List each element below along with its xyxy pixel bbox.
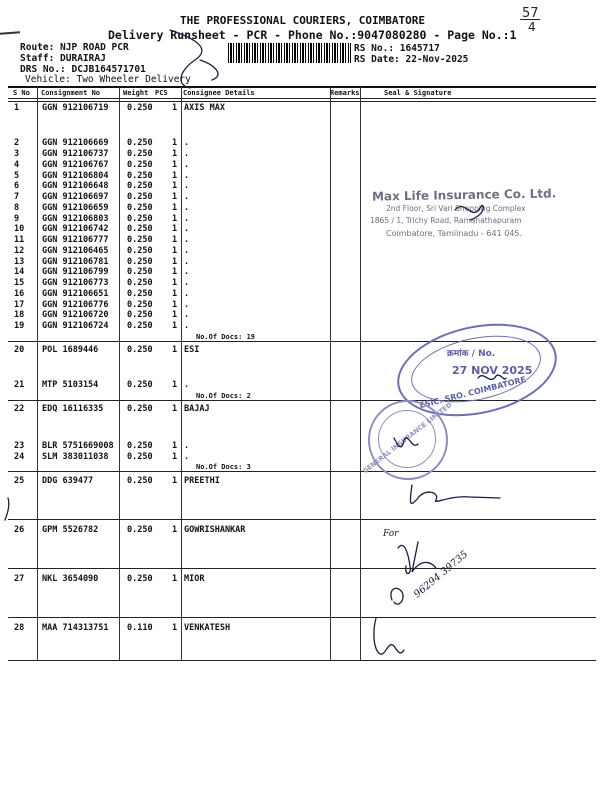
- row-consignment-no: GGN 912106777: [42, 235, 109, 245]
- maxlife-signature: [455, 206, 483, 220]
- esic-initials: [478, 375, 506, 379]
- row-weight: 0.250: [127, 235, 153, 245]
- row-pcs: 1: [172, 345, 178, 355]
- row-consignment-no: GGN 912106659: [42, 203, 109, 213]
- row-consignee: .: [184, 181, 190, 191]
- row-pcs: 1: [172, 574, 178, 584]
- row-consignee: .: [184, 192, 190, 202]
- row-sno: 14: [14, 267, 25, 277]
- col-header-sno: S No: [13, 89, 30, 97]
- row-weight: 0.250: [127, 300, 153, 310]
- row-consignment-no: GGN 912106742: [42, 224, 109, 234]
- row-weight: 0.250: [127, 380, 153, 390]
- row-sno: 18: [14, 310, 25, 320]
- row-pcs: 1: [172, 235, 178, 245]
- col-header-consignment: Consignment No: [41, 89, 101, 97]
- row-consignment-no: GGN 912106804: [42, 171, 109, 181]
- row-consignment-no: SLM 383011038: [42, 452, 109, 462]
- drs-number: DRS No.: DCJB164571701: [20, 64, 146, 75]
- docs-count-note: No.Of Docs: 19: [196, 333, 256, 341]
- row-pcs: 1: [172, 160, 178, 170]
- row-consignee: PREETHI: [184, 476, 220, 486]
- row-weight: 0.250: [127, 246, 153, 256]
- row-pcs: 1: [172, 380, 178, 390]
- maxlife-stamp-line: 2nd Floor, Sri Vari Shopping Complex: [386, 204, 526, 213]
- row-consignee: .: [184, 267, 190, 277]
- mior-signature: [391, 588, 403, 604]
- row-weight: 0.250: [127, 257, 153, 267]
- row-pcs: 1: [172, 525, 178, 535]
- row-sno: 12: [14, 246, 25, 256]
- bajaj-signature: [394, 438, 418, 447]
- header-pen-stroke: [170, 30, 218, 88]
- row-sno: 26: [14, 525, 25, 535]
- handwritten-numbers: 96294 39735: [412, 549, 471, 601]
- row-pcs: 1: [172, 181, 178, 191]
- esic-ring-text: ESIC. SRO. COIMBATORE: [418, 374, 527, 411]
- row-consignment-no: POL 1689446: [42, 345, 99, 355]
- row-weight: 0.250: [127, 214, 153, 224]
- col-header-weight: Weight: [123, 89, 149, 97]
- row-consignee: GOWRISHANKAR: [184, 525, 246, 535]
- row-pcs: 1: [172, 203, 178, 213]
- row-sno: 20: [14, 345, 25, 355]
- corner-note-top: 57: [522, 6, 539, 21]
- col-header-seal: Seal & Signature: [384, 89, 452, 97]
- row-consignment-no: GGN 912106648: [42, 181, 109, 191]
- row-consignment-no: GGN 912106669: [42, 138, 109, 148]
- row-sno: 3: [14, 149, 20, 159]
- row-consignment-no: GGN 912106781: [42, 257, 109, 267]
- staff-label: Staff: DURAIRAJ: [20, 53, 106, 64]
- row-sno: 7: [14, 192, 20, 202]
- row-sno: 8: [14, 203, 20, 213]
- row-consignment-no: NKL 3654090: [42, 574, 99, 584]
- col-header-pcs: PCS: [155, 89, 168, 97]
- runsheet-title: Delivery Runsheet - PCR - Phone No.:9047080280 - Page No.:1: [108, 28, 517, 42]
- row-weight: 0.250: [127, 203, 153, 213]
- row-weight: 0.250: [127, 310, 153, 320]
- row-sno: 17: [14, 300, 25, 310]
- row-consignment-no: GGN 912106773: [42, 278, 109, 288]
- row-pcs: 1: [172, 149, 178, 159]
- row-weight: 0.250: [127, 181, 153, 191]
- row-consignee: .: [184, 235, 190, 245]
- row-consignment-no: BLR 5751669008: [42, 441, 114, 451]
- row-pcs: 1: [172, 103, 178, 113]
- row-consignee: .: [184, 278, 190, 288]
- col-header-consignee: Consignee Details: [183, 89, 255, 97]
- row-consignment-no: GGN 912106776: [42, 300, 109, 310]
- row-sno: 23: [14, 441, 25, 451]
- row-consignment-no: MAA 714313751: [42, 623, 109, 633]
- row-weight: 0.250: [127, 289, 153, 299]
- row-sno: 19: [14, 321, 25, 331]
- row-sno: 22: [14, 404, 25, 414]
- row-weight: 0.250: [127, 278, 153, 288]
- row-consignment-no: GPM 5526782: [42, 525, 99, 535]
- row-consignment-no: GGN 912106724: [42, 321, 109, 331]
- row-weight: 0.250: [127, 149, 153, 159]
- row-pcs: 1: [172, 310, 178, 320]
- gowrishankar-signature: [398, 542, 436, 574]
- row-sno: 25: [14, 476, 25, 486]
- row-consignment-no: GGN 912106803: [42, 214, 109, 224]
- row-consignee: .: [184, 289, 190, 299]
- insurance-ring-text: GENERAL INSURANCE LIMITED: [361, 400, 454, 476]
- preethi-signature: [410, 485, 500, 503]
- row-consignee: .: [184, 257, 190, 267]
- col-header-remarks: Remarks: [330, 89, 360, 97]
- vehicle-label: Vehicle: Two Wheeler Delivery: [25, 74, 191, 85]
- row-weight: 0.250: [127, 441, 153, 451]
- row-pcs: 1: [172, 267, 178, 277]
- row-weight: 0.110: [127, 623, 153, 633]
- row-sno: 28: [14, 623, 25, 633]
- row-pcs: 1: [172, 300, 178, 310]
- row-sno: 16: [14, 289, 25, 299]
- margin-mark-left: [5, 498, 9, 520]
- row-consignment-no: DDG 639477: [42, 476, 94, 486]
- row-consignment-no: GGN 912106799: [42, 267, 109, 277]
- row-pcs: 1: [172, 224, 178, 234]
- row-weight: 0.250: [127, 267, 153, 277]
- row-consignee: .: [184, 138, 190, 148]
- row-consignee: .: [184, 224, 190, 234]
- venkatesh-signature: [374, 618, 404, 654]
- route-label: Route: NJP ROAD PCR: [20, 42, 129, 53]
- row-weight: 0.250: [127, 171, 153, 181]
- row-pcs: 1: [172, 321, 178, 331]
- row-weight: 0.250: [127, 404, 153, 414]
- maxlife-stamp-line: Coimbatore, Tamilnadu - 641 045.: [386, 229, 523, 238]
- row-consignee: .: [184, 149, 190, 159]
- row-sno: 21: [14, 380, 25, 390]
- row-pcs: 1: [172, 246, 178, 256]
- row-consignment-no: MTP 5103154: [42, 380, 99, 390]
- row-pcs: 1: [172, 214, 178, 224]
- row-consignee: .: [184, 214, 190, 224]
- row-sno: 6: [14, 181, 20, 191]
- row-consignee: .: [184, 321, 190, 331]
- row-pcs: 1: [172, 138, 178, 148]
- row-consignment-no: GGN 912106697: [42, 192, 109, 202]
- company-title: THE PROFESSIONAL COURIERS, COIMBATORE: [180, 14, 426, 27]
- row-consignee: .: [184, 300, 190, 310]
- row-consignee: .: [184, 380, 190, 390]
- row-pcs: 1: [172, 278, 178, 288]
- docs-count-note: No.Of Docs: 3: [196, 463, 251, 471]
- row-consignee: MIOR: [184, 574, 205, 584]
- row-consignee: VENKATESH: [184, 623, 231, 633]
- row-sno: 24: [14, 452, 25, 462]
- maxlife-stamp-name: Max Life Insurance Co. Ltd.: [371, 186, 557, 204]
- row-consignee: ESI: [184, 345, 200, 355]
- row-weight: 0.250: [127, 103, 153, 113]
- row-sno: 1: [14, 103, 20, 113]
- docs-count-note: No.Of Docs: 2: [196, 392, 251, 400]
- row-consignee: .: [184, 160, 190, 170]
- row-pcs: 1: [172, 289, 178, 299]
- row-consignee: BAJAJ: [184, 404, 210, 414]
- row-sno: 10: [14, 224, 25, 234]
- row-weight: 0.250: [127, 452, 153, 462]
- maxlife-stamp-line: 1865 / 1, Trichy Road, Ramanathapuram: [370, 216, 522, 225]
- rs-number: RS No.: 1645717: [354, 43, 440, 54]
- row-sno: 4: [14, 160, 20, 170]
- row-pcs: 1: [172, 257, 178, 267]
- row-weight: 0.250: [127, 321, 153, 331]
- row-weight: 0.250: [127, 224, 153, 234]
- row-consignment-no: EDQ 16116335: [42, 404, 104, 414]
- row-weight: 0.250: [127, 525, 153, 535]
- rs-date: RS Date: 22-Nov-2025: [354, 54, 469, 65]
- row-consignee: .: [184, 441, 190, 451]
- row-consignee: .: [184, 452, 190, 462]
- row-consignee: .: [184, 310, 190, 320]
- row-sno: 13: [14, 257, 25, 267]
- row-weight: 0.250: [127, 574, 153, 584]
- row-consignment-no: GGN 912106719: [42, 103, 109, 113]
- row-pcs: 1: [172, 441, 178, 451]
- row-pcs: 1: [172, 476, 178, 486]
- row-weight: 0.250: [127, 476, 153, 486]
- row-consignment-no: GGN 912106465: [42, 246, 109, 256]
- row-weight: 0.250: [127, 345, 153, 355]
- row-consignment-no: GGN 912106720: [42, 310, 109, 320]
- row-consignment-no: GGN 912106737: [42, 149, 109, 159]
- corner-note-bottom: 4: [528, 20, 536, 34]
- row-consignment-no: GGN 912106767: [42, 160, 109, 170]
- row-weight: 0.250: [127, 192, 153, 202]
- row-consignee: AXIS MAX: [184, 103, 225, 113]
- row-sno: 9: [14, 214, 20, 224]
- esic-date: 27 NOV 2025: [452, 364, 533, 377]
- row-weight: 0.250: [127, 160, 153, 170]
- row-consignment-no: GGN 912106651: [42, 289, 109, 299]
- row-pcs: 1: [172, 171, 178, 181]
- row-consignee: .: [184, 246, 190, 256]
- esic-number-label: क्रमांक / No.: [447, 349, 496, 359]
- row-consignee: .: [184, 203, 190, 213]
- row-consignee: .: [184, 171, 190, 181]
- row-sno: 27: [14, 574, 25, 584]
- row-pcs: 1: [172, 192, 178, 202]
- row-sno: 11: [14, 235, 25, 245]
- row-sno: 2: [14, 138, 20, 148]
- row-sno: 15: [14, 278, 25, 288]
- row-pcs: 1: [172, 623, 178, 633]
- row-pcs: 1: [172, 452, 178, 462]
- row-sno: 5: [14, 171, 20, 181]
- row-pcs: 1: [172, 404, 178, 414]
- row-weight: 0.250: [127, 138, 153, 148]
- for-label: For: [383, 529, 399, 539]
